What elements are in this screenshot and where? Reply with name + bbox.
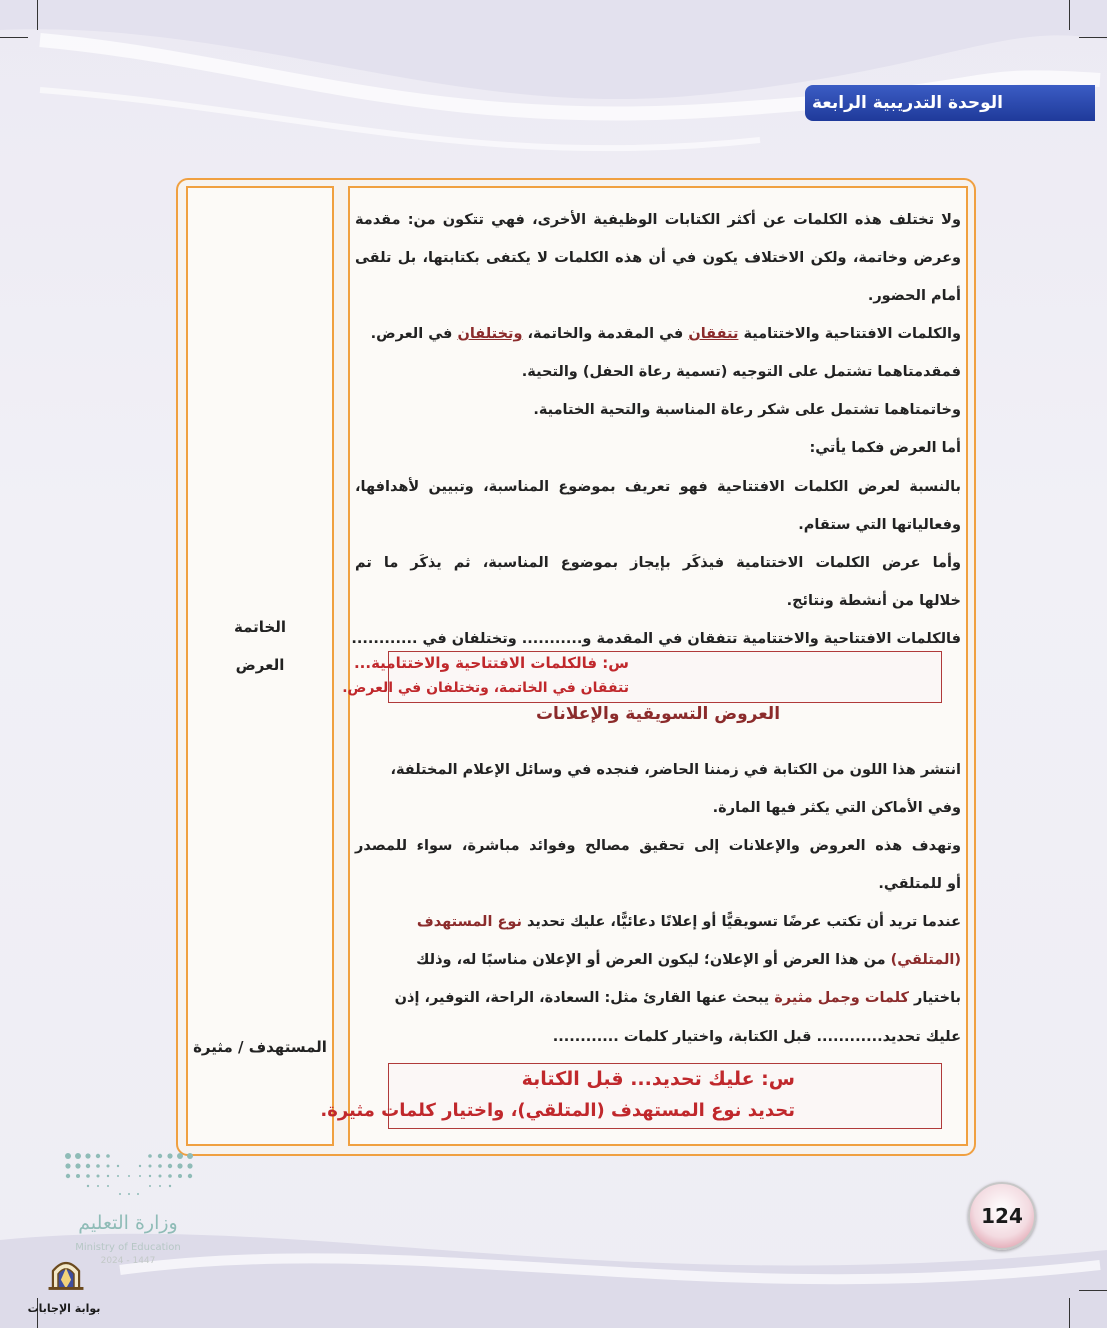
page-number-badge (968, 1182, 1036, 1250)
text-line: وخاتمتاهما تشتمل على شكر رعاة المناسبة والتحية الختامية. (533, 402, 961, 418)
underlined-word: تتفقان (688, 326, 739, 342)
crop-mark (0, 37, 28, 38)
text-line: وأما عرض الكلمات الاختتامية فيذكَر بإيجاز بموضوع المناسبة، ثم يذكَر ما تم (355, 555, 961, 571)
text-span: باختيار (908, 990, 961, 1006)
highlighted-phrase: نوع المستهدف (416, 914, 522, 930)
underlined-word: وتختلفان (457, 326, 523, 342)
text-line: وعرض وخاتمة، ولكن الاختلاف يكون في أن هذه الكلمات لا يكتفى بكتابتها، بل تلقى (355, 250, 961, 266)
text-span: في العرض. (370, 326, 458, 342)
answer-question (354, 654, 629, 672)
crop-mark (37, 0, 38, 30)
answer-prefix: س: (754, 1068, 795, 1090)
crop-mark (1079, 37, 1107, 38)
text-span: عندما تريد أن تكتب عرضًا تسويقيًّا أو إعلانًا دعائيًّا، عليك تحديد (521, 914, 961, 930)
text-line (355, 988, 961, 1008)
crop-mark (1069, 1298, 1070, 1328)
answer-heading: فالكلمات الافتتاحية والاختتامية... (353, 654, 598, 672)
answer-prefix: س: (597, 654, 629, 672)
text-span: يبحث عنها القارئ مثل: السعادة، الراحة، التوفير، إذن (394, 990, 775, 1006)
unit-title-tab (805, 85, 1095, 121)
text-line: خلالها من أنشطة ونتائج. (786, 593, 961, 609)
text-line: وفي الأماكن التي يكثر فيها المارة. (712, 800, 961, 816)
portal-label: بوابة الإجابات (27, 1302, 101, 1315)
text-span: والكلمات الافتتاحية والاختتامية (738, 326, 961, 342)
ministry-year: 2024 - 1447 (100, 1256, 156, 1266)
ministry-name-english: Ministry of Education (75, 1242, 181, 1253)
crop-mark (1069, 0, 1070, 30)
crop-mark (1079, 1290, 1107, 1291)
section-title: العروض التسويقية والإعلانات (535, 704, 781, 724)
text-line: أما العرض فكما يأتي: (809, 440, 961, 456)
ministry-logo-dots (60, 1150, 200, 1210)
text-line: انتشر هذا اللون من الكتابة في زمننا الحاضر، فنجده في وسائل الإعلام المختلفة، (390, 762, 961, 778)
note-body: العرض (235, 656, 285, 674)
answer-heading: عليك تحديد... قبل الكتابة (521, 1068, 755, 1090)
portal-logo-icon (28, 1255, 104, 1303)
unit-title: الوحدة التدريبية الرابعة (811, 93, 1003, 113)
text-span: من هذا العرض أو الإعلان؛ ليكون العرض أو الإعلان مناسبًا له، وذلك (416, 952, 891, 968)
text-span: في المقدمة والخاتمة، (522, 326, 689, 342)
answer-text: تحديد نوع المستهدف (المتلقي)، واختيار كلمات مثيرة. (320, 1100, 795, 1121)
text-line (355, 324, 961, 344)
page-number: 124 (981, 1204, 1023, 1228)
answer-question (522, 1068, 795, 1090)
question-line: فالكلمات الافتتاحية والاختتامية تتفقان في المقدمة و........... وتختلفان في ............ (351, 631, 961, 647)
ministry-name-arabic: وزارة التعليم (78, 1212, 178, 1234)
note-target: المستهدف / مثيرة (193, 1038, 327, 1056)
text-line: فمقدمتاهما تشتمل على التوجيه (تسمية رعاة الحفل) والتحية. (521, 364, 961, 380)
text-line (355, 950, 961, 970)
question-line: عليك تحديد............ قبل الكتابة، واختيار كلمات ............ (552, 1029, 961, 1045)
text-line: أمام الحضور. (867, 288, 961, 304)
text-line: وفعالياتها التي ستقام. (798, 517, 961, 533)
text-line: وتهدف هذه العروض والإعلانات إلى تحقيق مصالح وفوائد مباشرة، سواء للمصدر (355, 838, 961, 854)
text-line: أو للمتلقي. (878, 876, 961, 892)
text-line: بالنسبة لعرض الكلمات الافتتاحية فهو تعريف بموضوع المناسبة، وتبيين لأهدافها، (355, 479, 961, 495)
answer-text: تتفقان في الخاتمة، وتختلفان في العرض. (342, 680, 629, 696)
text-line (355, 912, 961, 932)
note-conclusion: الخاتمة (233, 618, 286, 636)
highlighted-phrase: كلمات وجمل مثيرة (774, 990, 909, 1006)
text-line: ولا تختلف هذه الكلمات عن أكثر الكتابات الوظيفية الأخرى، فهي تتكون من: مقدمة (355, 212, 961, 228)
answer-box-2 (320, 1063, 942, 1129)
highlighted-phrase: (المتلقي) (890, 952, 961, 968)
answer-box-1 (342, 651, 942, 703)
